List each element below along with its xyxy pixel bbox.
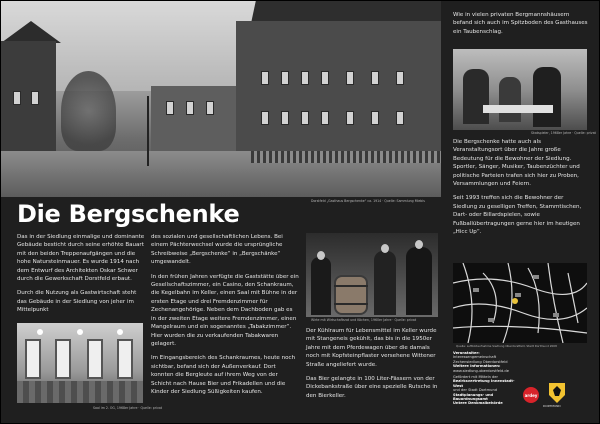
column-4-top-text <box>453 11 589 42</box>
col3-paragraph-2: Das Bier gelangte in 100 Liter-Fässern von der Dickebankstraße über eine spezielle Rutsche in den Bierkeller. <box>306 375 438 399</box>
interior-photo <box>453 49 587 130</box>
col1-paragraph-2: Durch die Nutzung als Gastwirtschaft steht das Gebäude in der Siedlung von jeher im Mittelpunkt <box>17 290 137 314</box>
col2-paragraph-3: Im Eingangsbereich des Schankraumes, heute noch sichtbar, befand sich der Außenverkauf. Dort konnten die Bergleute auf ihrem Weg von der Schicht nach Hause Bier und Frikadellen und die Kinder der Siedlung Süßigkeiten kaufen. <box>151 355 296 396</box>
footer-info-url[interactable]: www.siedlung-oberdorstfeld.de <box>453 368 509 373</box>
footer-org-title: Veranstalter: <box>453 351 480 355</box>
col2-paragraph-2: In den frühen Jahren verfügte die Gaststätte über ein Gesellschaftszimmer, ein Casino, den Schankraum, die Kegelbahn im Keller, einen Saal mit Bühne in der ersten Etage und drei Fremdenzimmer für Zechenangehörige. Neben dem Dachboden gab es in der zweiten Etage weitere Fremdenzimmer, einen Mangelraum und ein sogenanntes „Tabakzimmer“. Hier wurden die zu verkaufenden Tabakwaren gelagert. <box>151 273 299 348</box>
hall-photo-caption: Saal im 2. OG, 1968er Jahre · Quelle: privat <box>93 406 163 410</box>
page-title: Die Bergschenke <box>17 200 240 228</box>
footer-funding-line-2: Bezirksvertretung Innenstadt-West <box>453 379 515 388</box>
col1-paragraph-1: Das in der Siedlung einmalige und dominante Gebäude besticht durch seine erhöhte Bauart mit den beiden Treppenaufgängen und die hohe Natursteinmauer. Es wurde 1914 nach dem Entwurf des Architekten Oskar Schwer durch die Gewerkschaft Dorstfeld erbaut. <box>17 234 145 283</box>
interior-photo-caption: Skatspieler, 1968er Jahre · Quelle: privat <box>531 131 596 135</box>
column-1-text <box>17 233 147 320</box>
dortmund-logo-text: DORTMUND <box>543 404 561 408</box>
col4-paragraph-1: Wie in vielen privaten Bergmannshäusern befand sich auch im Spitzboden des Gasthauses ein Taubenschlag. <box>453 12 588 35</box>
footer-org-line-2: Zechensiedlung Oberdorstfeld <box>453 359 508 364</box>
footer-funding-line-3: und der Stadt Dortmund <box>453 388 498 393</box>
main-photo-caption: Dorstfeld „Gasthaus Bergschenke“ ca. 1914 · Quelle: Sammlung Miebis <box>311 199 425 203</box>
footer-funding-line-1: Gefördert mit Mitteln der <box>453 375 498 380</box>
col3-paragraph-1: Der Kühlraum für Lebensmittel im Keller wurde mit Stangeneis gekühlt, das bis in die 1950er Jahre mit dem Pferdewagen über die damals noch mit Kopfsteinpflaster versehene Wittener Straße angeliefert wurde. <box>306 328 437 368</box>
footer-info-title: Weitere Informationen: <box>453 364 501 369</box>
historic-street-photo <box>1 1 441 197</box>
col2-paragraph-1: des sozialen und gesellschaftlichen Lebens. Bei einem Pächterwechsel wurde die ursprüngliche Schreibweise „Bergschenke“ in „Bergschänke“ umgewandelt. <box>151 234 283 266</box>
column-4-mid-text <box>453 138 589 242</box>
footer-funding-line-5: Untere Denkmalbehörde <box>453 401 503 406</box>
footer-info <box>453 351 521 406</box>
cellar-photo-caption: Wirte mit Wirtschaftsrat und Köchen, 1960er Jahre · Quelle: privat <box>311 318 417 322</box>
col4-paragraph-3: Seit 1993 treffen sich die Bewohner der Siedlung zu geselligen Treffen, Stammtischen, Dart- oder Billardspielen, sowie Fußballübertragungen gerne hier im heutigen „Hicc Up“. <box>453 195 582 236</box>
map-photo-caption: Quelle: Luftbildaufnahme Siedlung Oberdorstfeld, Stadt Dortmund 2008 <box>456 344 557 348</box>
footer-funding-line-4: Stadtplanungs- und Bauordnungsamt <box>453 392 494 402</box>
cellar-photo <box>306 233 438 317</box>
column-2-text <box>151 233 299 402</box>
footer-org-line-1: Interessengemeinschaft <box>453 355 497 360</box>
hall-photo <box>17 323 143 403</box>
aerial-map-photo <box>453 263 587 343</box>
column-3-text <box>306 327 441 406</box>
col4-paragraph-2: Die Bergschenke hatte auch als Veranstaltungsort über die Jahre große Bedeutung für die Bewohner der Siedlung. Sportler, Sänger, Musiker, Taubenzüchter und politische Parteien trafen sich hier zu Proben, Versammlungen und Feiern. <box>453 139 580 188</box>
ardey-logo-icon: ardey <box>523 387 539 403</box>
